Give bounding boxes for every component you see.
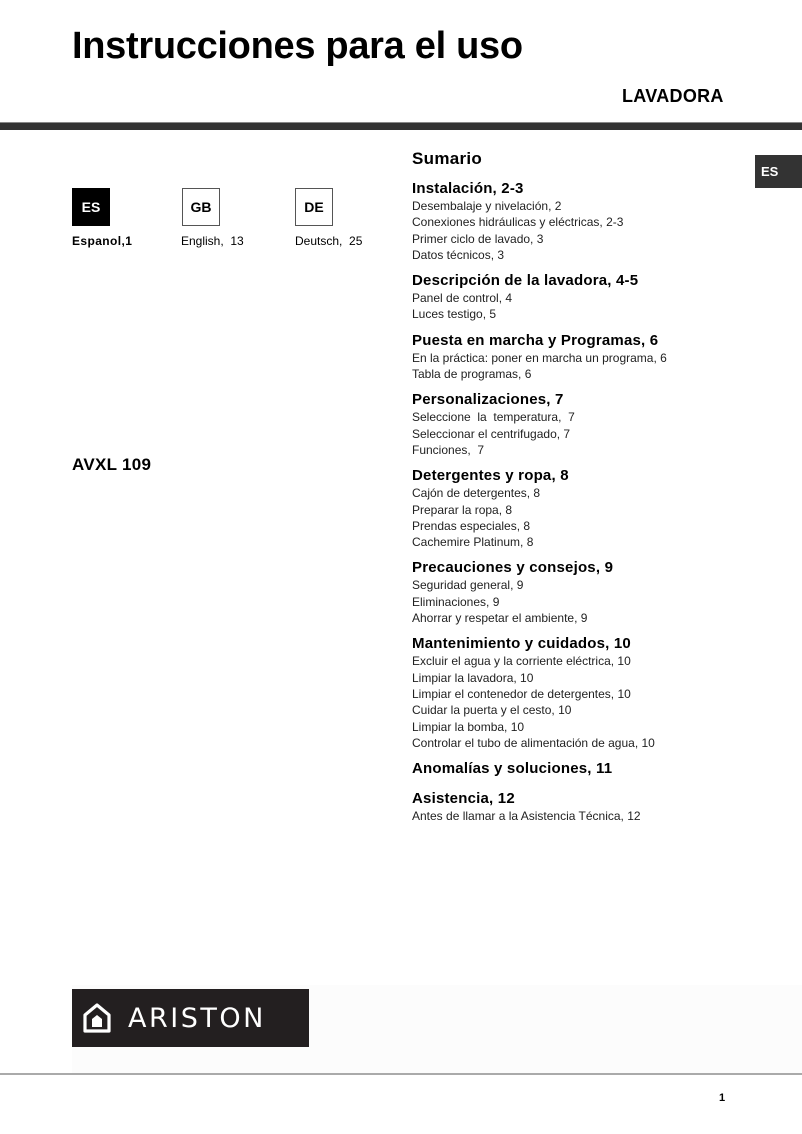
- toc-section-detergentes: [412, 467, 742, 550]
- toc-item[interactable]: Preparar la ropa, 8: [412, 502, 513, 517]
- language-box-de[interactable]: DE: [295, 188, 333, 226]
- toc-item[interactable]: Luces testigo, 5: [412, 307, 497, 322]
- toc-item[interactable]: Primer ciclo de lavado, 3: [412, 231, 544, 246]
- toc-section-personalizaciones: [412, 391, 742, 458]
- toc-section-instalacion: [412, 180, 742, 263]
- toc-section-asistencia: [412, 790, 742, 824]
- toc-heading[interactable]: Asistencia, 12: [412, 790, 515, 808]
- toc-item[interactable]: Limpiar la bomba, 10: [412, 719, 525, 734]
- toc-heading[interactable]: Detergentes y ropa, 8: [412, 467, 569, 485]
- house-icon: [82, 1002, 112, 1034]
- toc-item[interactable]: Ahorrar y respetar el ambiente, 9: [412, 611, 588, 626]
- model-number: AVXL 109: [72, 455, 152, 474]
- toc-heading[interactable]: Personalizaciones, 7: [412, 391, 564, 409]
- toc-item[interactable]: Limpiar el contenedor de detergentes, 10: [412, 686, 631, 701]
- page-subtitle: LAVADORA: [622, 86, 724, 106]
- toc-item[interactable]: Tabla de programas, 6: [412, 367, 532, 382]
- toc-item[interactable]: Panel de control, 4: [412, 291, 513, 306]
- toc-section-mantenimiento: [412, 635, 742, 751]
- toc-item[interactable]: Excluir el agua y la corriente eléctrica, 10: [412, 654, 631, 669]
- toc-item[interactable]: Prendas especiales, 8: [412, 518, 531, 533]
- language-box-gb[interactable]: GB: [182, 188, 220, 226]
- language-box-es[interactable]: ES: [72, 188, 110, 226]
- language-label-es[interactable]: Espanol,1: [72, 234, 133, 248]
- toc-item[interactable]: Limpiar la lavadora, 10: [412, 670, 534, 685]
- toc-item[interactable]: Conexiones hidráulicas y eléctricas, 2-3: [412, 215, 624, 230]
- toc-item[interactable]: Seleccione la temperatura, 7: [412, 410, 575, 425]
- footer-divider: [0, 1073, 802, 1075]
- toc-heading[interactable]: Puesta en marcha y Programas, 6: [412, 331, 659, 349]
- page-title: Instrucciones para el uso: [72, 25, 523, 67]
- toc-heading[interactable]: Mantenimiento y cuidados, 10: [412, 635, 631, 653]
- toc-section-descripcion: [412, 272, 742, 323]
- toc-heading[interactable]: Descripción de la lavadora, 4-5: [412, 272, 639, 290]
- toc-item[interactable]: Eliminaciones, 9: [412, 594, 500, 609]
- toc-item[interactable]: Cuidar la puerta y el cesto, 10: [412, 703, 572, 718]
- toc-section-puesta-en-marcha: [412, 332, 742, 383]
- language-side-tab: ES: [755, 155, 802, 188]
- toc-item[interactable]: Desembalaje y nivelación, 2: [412, 199, 562, 213]
- toc-item[interactable]: Seguridad general, 9: [412, 578, 524, 593]
- toc-section-anomalias: [412, 760, 742, 778]
- toc-item[interactable]: Funciones, 7: [412, 442, 485, 457]
- toc-item[interactable]: Cajón de detergentes, 8: [412, 486, 541, 501]
- toc-heading[interactable]: Precauciones y consejos, 9: [412, 559, 614, 577]
- toc-item[interactable]: Datos técnicos, 3: [412, 247, 505, 262]
- toc-item[interactable]: Antes de llamar a la Asistencia Técnica, 12: [412, 809, 641, 824]
- page-number: 1: [719, 1092, 726, 1104]
- brand-logo: [72, 989, 309, 1047]
- toc-item[interactable]: Cachemire Platinum, 8: [412, 535, 534, 550]
- toc-item[interactable]: Seleccionar el centrifugado, 7: [412, 426, 571, 441]
- toc-title: Sumario: [412, 149, 483, 168]
- toc-item[interactable]: Controlar el tubo de alimentación de agua, 10: [412, 735, 655, 750]
- toc-item[interactable]: En la práctica: poner en marcha un programa, 6: [412, 350, 667, 365]
- brand-name: ARISTON: [128, 1002, 266, 1034]
- toc-section-precauciones: [412, 559, 742, 626]
- header-divider: [0, 122, 802, 130]
- table-of-contents: [412, 148, 742, 833]
- toc-heading[interactable]: Anomalías y soluciones, 11: [412, 760, 613, 778]
- toc-heading[interactable]: Instalación, 2-3: [412, 180, 524, 197]
- language-label-de[interactable]: Deutsch, 25: [295, 234, 363, 248]
- language-label-gb[interactable]: English, 13: [181, 234, 244, 248]
